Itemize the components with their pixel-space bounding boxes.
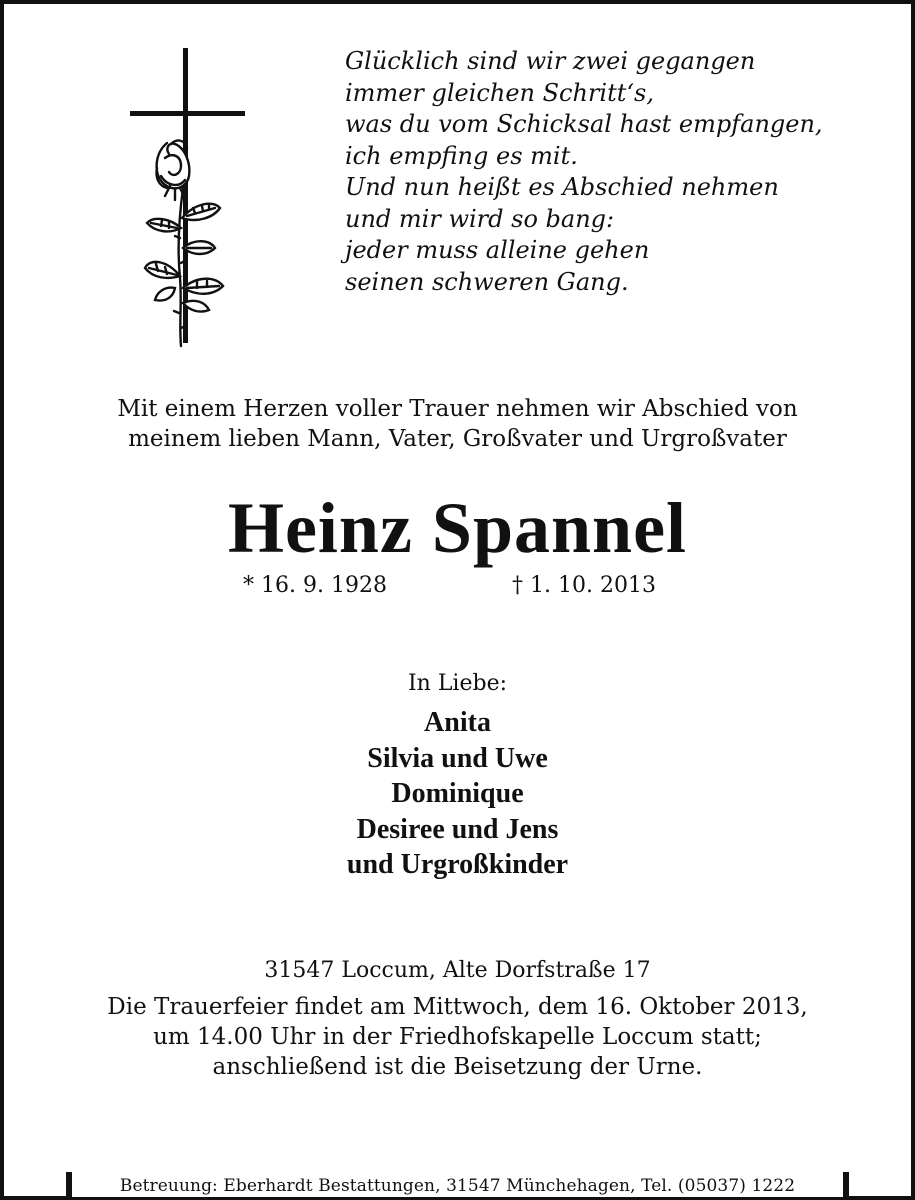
poem-line: und mir wird so bang: — [345, 204, 615, 233]
farewell-intro — [0, 394, 915, 454]
poem-line: immer gleichen Schritt‘s, — [345, 78, 654, 107]
mourners-list — [0, 705, 915, 883]
poem-line: was du vom Schicksal hast empfangen, — [345, 110, 823, 138]
family-address: 31547 Loccum, Alte Dorfstraße 17 — [264, 958, 651, 983]
intro-line: Mit einem Herzen voller Trauer nehmen wir Abschied von — [117, 396, 798, 422]
deceased-name: Heinz Spannel — [227, 488, 688, 568]
cross-with-rose — [125, 48, 250, 348]
footer-bar-right — [843, 1172, 849, 1198]
death-date: † 1. 10. 2013 — [512, 573, 656, 598]
mourner: Desiree und Jens — [356, 813, 559, 845]
in-love-label: In Liebe: — [407, 671, 508, 696]
poem-line: Und nun heißt es Abschied nehmen — [345, 173, 779, 201]
ceremony-line: Die Trauerfeier findet am Mittwoch, dem 16. Oktober 2013, — [107, 994, 808, 1020]
ceremony-info — [0, 992, 915, 1082]
birth-date: * 16. 9. 1928 — [243, 573, 387, 598]
ceremony-line: um 14.00 Uhr in der Friedhofskapelle Loccum statt; — [153, 1024, 762, 1050]
funeral-home-footer: Betreuung: Eberhardt Bestattungen, 31547 Münchehagen, Tel. (05037) 1222 — [72, 1175, 843, 1197]
mourner: Anita — [424, 707, 491, 738]
intro-line: meinem lieben Mann, Vater, Großvater und Urgroßvater — [128, 426, 787, 452]
poem-line: Glücklich sind wir zwei gegangen — [345, 47, 756, 75]
cross-icon — [130, 48, 245, 343]
poem — [345, 46, 905, 298]
poem-line: ich empfing es mit. — [345, 141, 578, 170]
poem-line: seinen schweren Gang. — [345, 267, 629, 296]
ceremony-line: anschließend ist die Beisetzung der Urne. — [212, 1054, 703, 1080]
mourner: Dominique — [391, 778, 524, 809]
poem-line: jeder muss alleine gehen — [345, 236, 650, 264]
mourner: Silvia und Uwe — [367, 742, 548, 774]
mourner: und Urgroßkinder — [346, 849, 569, 880]
